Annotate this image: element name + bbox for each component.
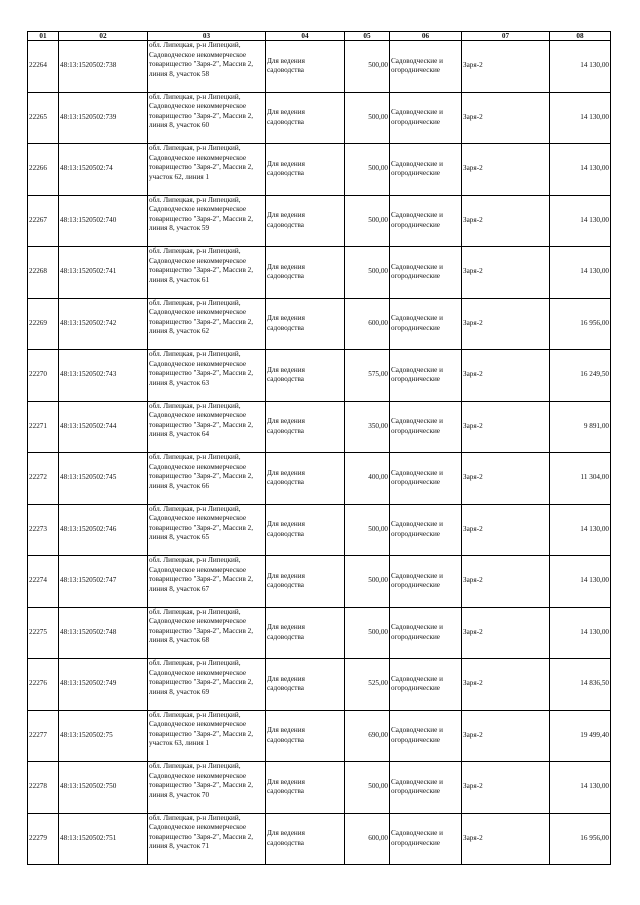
permitted-use-cell-text: Для ведения садоводства — [267, 159, 305, 178]
cadastral-number-cell-text: 48:13:1520502:745 — [60, 473, 117, 482]
row-number-cell — [28, 41, 59, 93]
zone-cell — [462, 813, 550, 865]
row-number-cell-text: 22274 — [29, 576, 47, 585]
cadastral-value-cell-text: 16 956,00 — [580, 318, 609, 327]
cadastral-number-cell — [59, 659, 148, 711]
cadastral-value-cell — [550, 247, 611, 299]
cadastral-value-cell — [550, 298, 611, 350]
cadastral-value-cell-text: 14 130,00 — [580, 164, 609, 173]
address-cell-text: обл. Липецкая, р-н Липецкий, Садоводческое некоммерческое товарищество "Заря-2", Массив 2, линия 8, участок 58 — [149, 41, 254, 78]
cadastral-number-cell-text: 48:13:1520502:746 — [60, 524, 117, 533]
cadastral-value-cell — [550, 504, 611, 556]
row-number-cell — [28, 401, 59, 453]
zone-cell — [462, 247, 550, 299]
column-header: 02 — [59, 32, 148, 41]
row-number-cell — [28, 92, 59, 144]
table-row — [28, 298, 611, 350]
cadastral-number-cell-text: 48:13:1520502:742 — [60, 318, 117, 327]
cadastral-value-cell — [550, 762, 611, 814]
area-cell-text: 500,00 — [368, 112, 388, 121]
row-number-cell-text: 22264 — [29, 61, 47, 70]
permitted-use-cell-text: Для ведения садоводства — [267, 417, 305, 435]
cadastral-number-cell — [59, 762, 148, 814]
cadastral-number-cell-text: 48:13:1520502:741 — [60, 267, 117, 276]
cadastral-value-cell-text: 9 891,00 — [583, 421, 609, 430]
row-number-cell-text: 22279 — [29, 833, 47, 842]
area-cell — [345, 453, 390, 505]
column-header: 03 — [148, 32, 266, 41]
address-cell-text: обл. Липецкая, р-н Липецкий, Садоводческое некоммерческое товарищество "Заря-2", Массив 2, линия 8, участок 66 — [149, 453, 254, 490]
address-cell-text: обл. Липецкая, р-н Липецкий, Садоводческое некоммерческое товарищество "Заря-2", Массив 2, линия 8, участок 61 — [149, 247, 254, 284]
zone-cell — [462, 710, 550, 762]
cadastral-number-cell — [59, 556, 148, 608]
permitted-use-cell — [266, 607, 345, 659]
cadastral-value-cell — [550, 659, 611, 711]
category-cell — [390, 195, 462, 247]
zone-cell — [462, 350, 550, 402]
cadastral-value-cell-text: 19 499,40 — [580, 730, 609, 739]
permitted-use-cell-text: Для ведения садоводства — [267, 726, 305, 744]
category-cell — [390, 144, 462, 196]
cadastral-number-cell-text: 48:13:1520502:738 — [60, 61, 117, 70]
category-cell-text: Садоводческие и огороднические — [391, 314, 443, 332]
area-cell — [345, 710, 390, 762]
permitted-use-cell-text: Для ведения садоводства — [267, 314, 305, 332]
row-number-cell — [28, 813, 59, 865]
row-number-cell — [28, 762, 59, 814]
column-header: 06 — [390, 32, 462, 41]
permitted-use-cell-text: Для ведения садоводства — [267, 674, 305, 693]
row-number-cell-text: 22267 — [29, 215, 47, 224]
category-cell — [390, 350, 462, 402]
zone-cell-text: Заря-2 — [463, 215, 483, 224]
category-cell — [390, 762, 462, 814]
address-cell — [148, 41, 266, 93]
category-cell-text: Садоводческие и огороднические — [391, 108, 443, 126]
area-cell — [345, 813, 390, 865]
area-cell — [345, 556, 390, 608]
address-cell-text: обл. Липецкая, р-н Липецкий, Садоводческое некоммерческое товарищество "Заря-2", Массив 2, линия 8, участок 67 — [149, 556, 254, 593]
category-cell-text: Садоводческие и огороднические — [391, 159, 443, 178]
cadastral-number-cell — [59, 504, 148, 556]
zone-cell-text: Заря-2 — [463, 782, 483, 791]
category-cell — [390, 659, 462, 711]
table-row — [28, 556, 611, 608]
area-cell — [345, 144, 390, 196]
area-cell — [345, 762, 390, 814]
row-number-cell-text: 22276 — [29, 679, 47, 688]
zone-cell-text: Заря-2 — [463, 679, 483, 688]
row-number-cell-text: 22268 — [29, 267, 47, 276]
row-number-cell — [28, 195, 59, 247]
zone-cell — [462, 195, 550, 247]
address-cell-text: обл. Липецкая, р-н Липецкий, Садоводческое некоммерческое товарищество "Заря-2", Массив 2, линия 8, участок 63 — [149, 350, 254, 387]
row-number-cell — [28, 659, 59, 711]
permitted-use-cell-text: Для ведения садоводства — [267, 829, 305, 847]
category-cell-text: Садоводческие и огороднические — [391, 829, 443, 847]
permitted-use-cell-text: Для ведения садоводства — [267, 56, 305, 75]
cadastral-number-cell-text: 48:13:1520502:749 — [60, 679, 117, 688]
permitted-use-cell — [266, 350, 345, 402]
address-cell — [148, 607, 266, 659]
zone-cell — [462, 607, 550, 659]
column-header: 05 — [345, 32, 390, 41]
table-row — [28, 144, 611, 196]
cadastral-number-cell — [59, 41, 148, 93]
cadastral-value-cell — [550, 195, 611, 247]
cadastral-value-cell — [550, 453, 611, 505]
area-cell-text: 500,00 — [368, 215, 388, 224]
category-cell-text: Садоводческие и огороднические — [391, 211, 443, 229]
cadastral-value-cell — [550, 813, 611, 865]
cadastral-number-cell-text: 48:13:1520502:747 — [60, 576, 117, 585]
row-number-cell — [28, 350, 59, 402]
category-cell — [390, 607, 462, 659]
table-row — [28, 92, 611, 144]
cadastral-number-cell — [59, 453, 148, 505]
row-number-cell — [28, 298, 59, 350]
address-cell-text: обл. Липецкая, р-н Липецкий, Садоводческое некоммерческое товарищество "Заря-2", Массив 2, линия 8, участок 65 — [149, 504, 254, 542]
address-cell — [148, 401, 266, 453]
address-cell — [148, 247, 266, 299]
table-row — [28, 247, 611, 299]
area-cell-text: 575,00 — [368, 370, 388, 379]
area-cell-text: 500,00 — [368, 61, 388, 70]
zone-cell — [462, 92, 550, 144]
cadastral-value-cell — [550, 710, 611, 762]
zone-cell — [462, 762, 550, 814]
area-cell-text: 690,00 — [368, 730, 388, 739]
cadastral-value-cell-text: 16 249,50 — [580, 370, 609, 379]
zone-cell-text: Заря-2 — [463, 524, 483, 533]
permitted-use-cell — [266, 659, 345, 711]
category-cell-text: Садоводческие и огороднические — [391, 365, 443, 384]
category-cell-text: Садоводческие и огороднические — [391, 674, 443, 693]
row-number-cell — [28, 607, 59, 659]
address-cell-text: обл. Липецкая, р-н Липецкий, Садоводческое некоммерческое товарищество "Заря-2", Массив 2, линия 8, участок 60 — [149, 92, 254, 130]
cadastral-number-cell-text: 48:13:1520502:739 — [60, 112, 117, 121]
permitted-use-cell — [266, 504, 345, 556]
table-row — [28, 401, 611, 453]
zone-cell-text: Заря-2 — [463, 730, 483, 739]
address-cell-text: обл. Липецкая, р-н Липецкий, Садоводческое некоммерческое товарищество "Заря-2", Массив 2, линия 8, участок 68 — [149, 607, 254, 645]
category-cell-text: Садоводческие и огороднические — [391, 520, 443, 538]
category-cell — [390, 41, 462, 93]
permitted-use-cell-text: Для ведения садоводства — [267, 108, 305, 126]
category-cell-text: Садоводческие и огороднические — [391, 417, 443, 435]
cadastral-value-cell — [550, 144, 611, 196]
permitted-use-cell-text: Для ведения садоводства — [267, 365, 305, 384]
table-row — [28, 813, 611, 865]
category-cell — [390, 813, 462, 865]
zone-cell-text: Заря-2 — [463, 112, 483, 121]
permitted-use-cell — [266, 41, 345, 93]
area-cell — [345, 247, 390, 299]
cadastral-number-cell — [59, 298, 148, 350]
zone-cell — [462, 556, 550, 608]
category-cell — [390, 504, 462, 556]
address-cell — [148, 710, 266, 762]
area-cell — [345, 92, 390, 144]
category-cell — [390, 92, 462, 144]
permitted-use-cell — [266, 298, 345, 350]
cadastral-value-cell-text: 14 130,00 — [580, 267, 609, 276]
table-row — [28, 710, 611, 762]
row-number-cell-text: 22271 — [29, 421, 47, 430]
permitted-use-cell-text: Для ведения садоводства — [267, 468, 305, 487]
category-cell — [390, 453, 462, 505]
row-number-cell-text: 22270 — [29, 370, 47, 379]
row-number-cell-text: 22265 — [29, 112, 47, 121]
category-cell — [390, 298, 462, 350]
address-cell-text: обл. Липецкая, р-н Липецкий, Садоводческое некоммерческое товарищество "Заря-2", Массив 2, линия 8, участок 70 — [149, 762, 254, 799]
row-number-cell — [28, 556, 59, 608]
table-row — [28, 659, 611, 711]
row-number-cell — [28, 504, 59, 556]
cadastral-value-cell-text: 11 304,00 — [580, 473, 609, 482]
row-number-cell-text: 22272 — [29, 473, 47, 482]
zone-cell-text: Заря-2 — [463, 833, 483, 842]
address-cell-text: обл. Липецкая, р-н Липецкий, Садоводческое некоммерческое товарищество "Заря-2", Массив 2, линия 8, участок 59 — [149, 195, 254, 233]
cadastral-number-cell — [59, 144, 148, 196]
cadastral-value-cell-text: 16 956,00 — [580, 833, 609, 842]
zone-cell-text: Заря-2 — [463, 267, 483, 276]
row-number-cell-text: 22278 — [29, 782, 47, 791]
address-cell — [148, 504, 266, 556]
cadastral-number-cell — [59, 813, 148, 865]
cadastral-number-cell-text: 48:13:1520502:750 — [60, 782, 117, 791]
area-cell-text: 600,00 — [368, 318, 388, 327]
cadastral-number-cell-text: 48:13:1520502:74 — [60, 164, 113, 173]
address-cell — [148, 92, 266, 144]
cadastral-number-cell-text: 48:13:1520502:744 — [60, 421, 117, 430]
category-cell-text: Садоводческие и огороднические — [391, 262, 443, 281]
zone-cell — [462, 298, 550, 350]
column-header: 08 — [550, 32, 611, 41]
area-cell — [345, 350, 390, 402]
area-cell-text: 500,00 — [368, 576, 388, 585]
area-cell — [345, 195, 390, 247]
zone-cell — [462, 453, 550, 505]
permitted-use-cell-text: Для ведения садоводства — [267, 571, 305, 590]
table-row — [28, 762, 611, 814]
land-plots-table — [27, 31, 611, 865]
area-cell-text: 350,00 — [368, 421, 388, 430]
zone-cell-text: Заря-2 — [463, 421, 483, 430]
permitted-use-cell-text: Для ведения садоводства — [267, 777, 305, 796]
cadastral-value-cell — [550, 350, 611, 402]
category-cell-text: Садоводческие и огороднические — [391, 777, 443, 796]
area-cell — [345, 607, 390, 659]
row-number-cell-text: 22275 — [29, 627, 47, 636]
address-cell-text: обл. Липецкая, р-н Липецкий, Садоводческое некоммерческое товарищество "Заря-2", Массив 2, линия 8, участок 64 — [149, 401, 254, 439]
category-cell — [390, 401, 462, 453]
zone-cell — [462, 659, 550, 711]
row-number-cell — [28, 453, 59, 505]
zone-cell-text: Заря-2 — [463, 576, 483, 585]
permitted-use-cell — [266, 556, 345, 608]
address-cell — [148, 350, 266, 402]
category-cell-text: Садоводческие и огороднические — [391, 468, 443, 487]
cadastral-value-cell — [550, 556, 611, 608]
zone-cell-text: Заря-2 — [463, 61, 483, 70]
category-cell — [390, 247, 462, 299]
row-number-cell — [28, 247, 59, 299]
area-cell — [345, 504, 390, 556]
permitted-use-cell — [266, 710, 345, 762]
row-number-cell-text: 22273 — [29, 524, 47, 533]
area-cell-text: 500,00 — [368, 524, 388, 533]
zone-cell-text: Заря-2 — [463, 627, 483, 636]
table-row — [28, 41, 611, 93]
cadastral-value-cell-text: 14 836,50 — [580, 679, 609, 688]
area-cell-text: 500,00 — [368, 782, 388, 791]
cadastral-number-cell — [59, 195, 148, 247]
cadastral-value-cell-text: 14 130,00 — [580, 215, 609, 224]
zone-cell-text: Заря-2 — [463, 370, 483, 379]
area-cell — [345, 659, 390, 711]
area-cell — [345, 401, 390, 453]
permitted-use-cell — [266, 144, 345, 196]
row-number-cell-text: 22269 — [29, 318, 47, 327]
permitted-use-cell-text: Для ведения садоводства — [267, 520, 305, 538]
address-cell — [148, 813, 266, 865]
row-number-cell — [28, 144, 59, 196]
category-cell-text: Садоводческие и огороднические — [391, 726, 443, 744]
cadastral-value-cell-text: 14 130,00 — [580, 524, 609, 533]
column-header: 07 — [462, 32, 550, 41]
permitted-use-cell — [266, 813, 345, 865]
address-cell-text: обл. Липецкая, р-н Липецкий, Садоводческое некоммерческое товарищество "Заря-2", Массив 2, линия 8, участок 71 — [149, 813, 254, 851]
cadastral-value-cell — [550, 607, 611, 659]
area-cell-text: 500,00 — [368, 164, 388, 173]
address-cell-text: обл. Липецкая, р-н Липецкий, Садоводческое некоммерческое товарищество "Заря-2", Массив 2, линия 8, участок 62 — [149, 298, 254, 336]
cadastral-number-cell-text: 48:13:1520502:748 — [60, 627, 117, 636]
cadastral-value-cell-text: 14 130,00 — [580, 61, 609, 70]
column-header: 04 — [266, 32, 345, 41]
area-cell-text: 525,00 — [368, 679, 388, 688]
cadastral-number-cell-text: 48:13:1520502:740 — [60, 215, 117, 224]
column-header: 01 — [28, 32, 59, 41]
cadastral-number-cell-text: 48:13:1520502:751 — [60, 833, 117, 842]
table-row — [28, 504, 611, 556]
permitted-use-cell — [266, 453, 345, 505]
address-cell — [148, 762, 266, 814]
cadastral-value-cell — [550, 92, 611, 144]
cadastral-number-cell — [59, 607, 148, 659]
table-row — [28, 453, 611, 505]
cadastral-value-cell — [550, 41, 611, 93]
cadastral-value-cell-text: 14 130,00 — [580, 627, 609, 636]
address-cell — [148, 556, 266, 608]
area-cell-text: 500,00 — [368, 627, 388, 636]
cadastral-number-cell — [59, 401, 148, 453]
address-cell-text: обл. Липецкая, р-н Липецкий, Садоводческое некоммерческое товарищество "Заря-2", Массив 2, линия 8, участок 69 — [149, 659, 254, 696]
permitted-use-cell — [266, 247, 345, 299]
category-cell-text: Садоводческие и огороднические — [391, 623, 443, 641]
zone-cell-text: Заря-2 — [463, 318, 483, 327]
zone-cell — [462, 41, 550, 93]
permitted-use-cell-text: Для ведения садоводства — [267, 623, 305, 641]
permitted-use-cell — [266, 92, 345, 144]
document-sheet — [27, 31, 610, 865]
address-cell — [148, 298, 266, 350]
address-cell — [148, 195, 266, 247]
table-row — [28, 350, 611, 402]
zone-cell — [462, 144, 550, 196]
address-cell — [148, 144, 266, 196]
table-row — [28, 607, 611, 659]
cadastral-number-cell — [59, 350, 148, 402]
cadastral-value-cell-text: 14 130,00 — [580, 112, 609, 121]
zone-cell — [462, 504, 550, 556]
category-cell-text: Садоводческие и огороднические — [391, 571, 443, 590]
permitted-use-cell — [266, 195, 345, 247]
area-cell — [345, 41, 390, 93]
permitted-use-cell — [266, 401, 345, 453]
category-cell — [390, 710, 462, 762]
area-cell-text: 400,00 — [368, 473, 388, 482]
area-cell — [345, 298, 390, 350]
table-row — [28, 195, 611, 247]
area-cell-text: 600,00 — [368, 833, 388, 842]
row-number-cell — [28, 710, 59, 762]
cadastral-value-cell — [550, 401, 611, 453]
cadastral-number-cell — [59, 710, 148, 762]
zone-cell-text: Заря-2 — [463, 473, 483, 482]
address-cell-text: обл. Липецкая, р-н Липецкий, Садоводческое некоммерческое товарищество "Заря-2", Массив 2, участок 62, линия 1 — [149, 144, 254, 181]
address-cell — [148, 659, 266, 711]
area-cell-text: 500,00 — [368, 267, 388, 276]
row-number-cell-text: 22266 — [29, 164, 47, 173]
category-cell-text: Садоводческие и огороднические — [391, 56, 443, 75]
address-cell-text: обл. Липецкая, р-н Липецкий, Садоводческое некоммерческое товарищество "Заря-2", Массив 2, участок 63, линия 1 — [149, 710, 254, 748]
permitted-use-cell — [266, 762, 345, 814]
cadastral-number-cell-text: 48:13:1520502:743 — [60, 370, 117, 379]
zone-cell — [462, 401, 550, 453]
row-number-cell-text: 22277 — [29, 730, 47, 739]
cadastral-number-cell — [59, 92, 148, 144]
cadastral-number-cell — [59, 247, 148, 299]
permitted-use-cell-text: Для ведения садоводства — [267, 262, 305, 281]
table-header-row — [28, 32, 611, 41]
permitted-use-cell-text: Для ведения садоводства — [267, 211, 305, 229]
address-cell — [148, 453, 266, 505]
cadastral-value-cell-text: 14 130,00 — [580, 576, 609, 585]
category-cell — [390, 556, 462, 608]
cadastral-value-cell-text: 14 130,00 — [580, 782, 609, 791]
zone-cell-text: Заря-2 — [463, 164, 483, 173]
cadastral-number-cell-text: 48:13:1520502:75 — [60, 730, 113, 739]
